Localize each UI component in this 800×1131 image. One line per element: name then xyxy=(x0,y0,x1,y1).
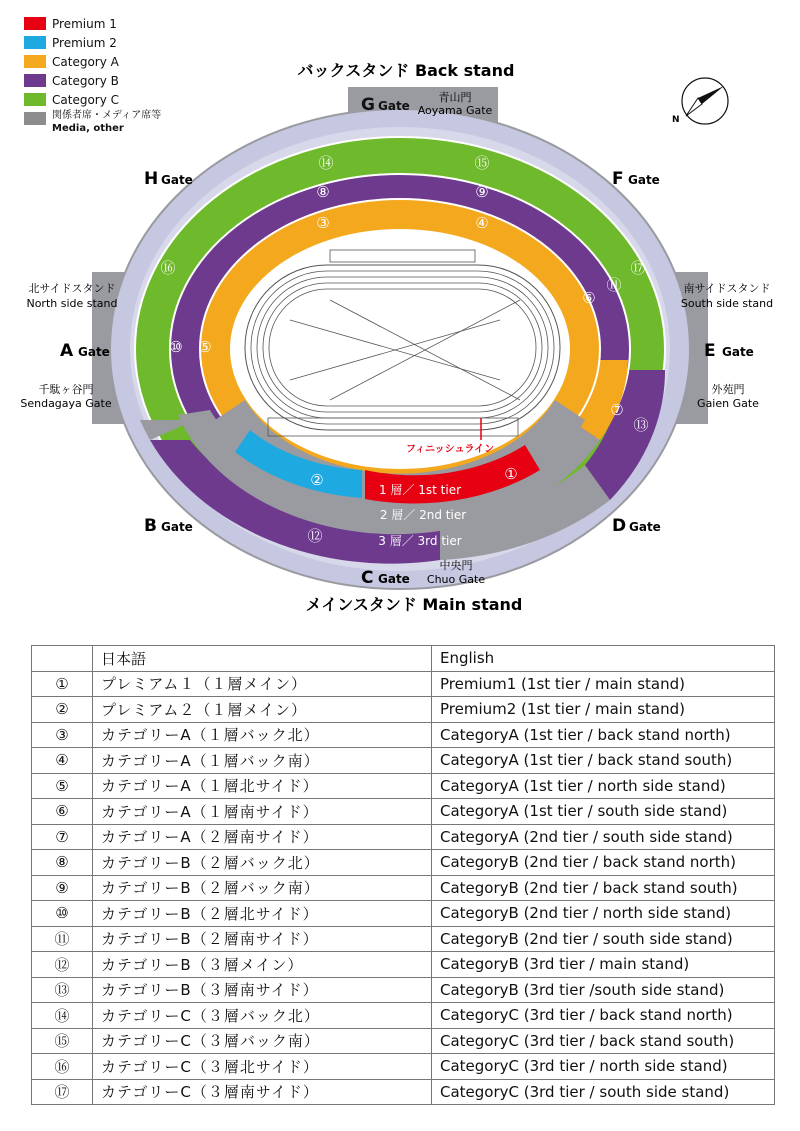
legend-item xyxy=(24,52,161,71)
gate-d-word: Gate xyxy=(629,520,661,534)
gate-a-name-en: Sendagaya Gate xyxy=(20,397,112,410)
section-label-9: ⑨ xyxy=(475,183,489,201)
row-japanese: カテゴリーA（２層南サイド） xyxy=(93,824,432,850)
row-number: ⑯ xyxy=(32,1054,93,1080)
gate-e-name-ja: 外苑門 xyxy=(711,383,745,396)
table-row xyxy=(32,671,775,697)
gate-a-word: Gate xyxy=(78,345,110,359)
row-number: ③ xyxy=(32,722,93,748)
row-english: Premium2 (1st tier / main stand) xyxy=(432,697,775,723)
gate-e-name-en: Gaien Gate xyxy=(697,397,759,410)
row-number: ⑤ xyxy=(32,773,93,799)
legend-label: Premium 1 xyxy=(52,16,117,31)
section-label-1: ① xyxy=(504,465,518,483)
legend-item xyxy=(24,90,161,109)
tier-3-label: 3 層／ 3rd tier xyxy=(378,534,462,548)
row-english: CategoryA (1st tier / back stand south) xyxy=(432,748,775,774)
section-label-11: ⑪ xyxy=(606,276,622,294)
south-stand-en: South side stand xyxy=(680,297,774,310)
row-number: ① xyxy=(32,671,93,697)
gate-h xyxy=(144,169,193,189)
section-label-5: ⑤ xyxy=(198,338,212,356)
gate-a-letter: A xyxy=(60,341,74,361)
table-row xyxy=(32,1028,775,1054)
row-number: ⑩ xyxy=(32,901,93,927)
legend-label: Category C xyxy=(52,92,120,107)
legend xyxy=(24,14,161,139)
gate-c-name-ja: 中央門 xyxy=(439,559,473,572)
row-japanese: カテゴリーA（１層バック北） xyxy=(93,722,432,748)
legend-label: Category B xyxy=(52,73,119,88)
compass-icon xyxy=(672,78,728,125)
section-label-17: ⑰ xyxy=(630,259,646,277)
gate-b-letter: B xyxy=(144,516,157,536)
finish-line-label: フィニッシュライン xyxy=(405,444,495,455)
section-label-15: ⑮ xyxy=(474,154,490,172)
gate-c-name-en: Chuo Gate xyxy=(426,573,486,586)
tier-1-label: 1 層／ 1st tier xyxy=(378,483,462,497)
row-number: ⑮ xyxy=(32,1028,93,1054)
gate-d xyxy=(612,516,661,536)
row-japanese: カテゴリーB（２層バック北） xyxy=(93,850,432,876)
table-row xyxy=(32,875,775,901)
legend-item-media xyxy=(24,109,161,139)
legend-swatch-media xyxy=(24,112,46,125)
table-header-english: English xyxy=(432,646,775,672)
row-english: Premium1 (1st tier / main stand) xyxy=(432,671,775,697)
section-label-12: ⑫ xyxy=(307,527,323,545)
table-row xyxy=(32,952,775,978)
gate-g-name-ja: 青山門 xyxy=(438,91,472,104)
row-japanese: プレミアム２（１層メイン） xyxy=(93,697,432,723)
gate-a-name-ja: 千駄ヶ谷門 xyxy=(38,383,94,396)
row-number: ⑬ xyxy=(32,977,93,1003)
row-english: CategoryB (2nd tier / back stand north) xyxy=(432,850,775,876)
gate-f-word: Gate xyxy=(628,173,660,187)
row-number: ⑫ xyxy=(32,952,93,978)
legend-swatch-category-b xyxy=(24,74,46,87)
back-stand-title: バックスタンド Back stand xyxy=(297,61,515,80)
row-japanese: カテゴリーA（１層バック南） xyxy=(93,748,432,774)
row-japanese: カテゴリーB（２層南サイド） xyxy=(93,926,432,952)
table-row xyxy=(32,1003,775,1029)
row-number: ⑥ xyxy=(32,799,93,825)
row-japanese: カテゴリーC（３層北サイド） xyxy=(93,1054,432,1080)
row-number: ② xyxy=(32,697,93,723)
table-row xyxy=(32,926,775,952)
table-row xyxy=(32,697,775,723)
gate-e-letter: E xyxy=(704,341,716,361)
row-number: ⑧ xyxy=(32,850,93,876)
gate-g-letter: G xyxy=(361,95,375,115)
main-stand-title: メインスタンド Main stand xyxy=(305,595,523,614)
legend-media-label-en: Media, other xyxy=(52,123,124,134)
section-label-8: ⑧ xyxy=(316,183,330,201)
row-english: CategoryC (3rd tier / back stand south) xyxy=(432,1028,775,1054)
table-header-number xyxy=(32,646,93,672)
legend-swatch-category-c xyxy=(24,93,46,106)
row-english: CategoryC (3rd tier / south side stand) xyxy=(432,1079,775,1105)
row-english: CategoryB (2nd tier / north side stand) xyxy=(432,901,775,927)
south-stand-ja: 南サイドスタンド xyxy=(683,282,771,295)
section-label-14: ⑭ xyxy=(318,154,334,172)
tier-2-label: 2 層／ 2nd tier xyxy=(379,508,467,522)
north-stand-en: North side stand xyxy=(26,297,118,310)
gate-h-word: Gate xyxy=(161,173,193,187)
row-japanese: プレミアム１（１層メイン） xyxy=(93,671,432,697)
gate-h-letter: H xyxy=(144,169,159,189)
section-label-3: ③ xyxy=(316,214,330,232)
row-number: ④ xyxy=(32,748,93,774)
row-english: CategoryA (1st tier / north side stand) xyxy=(432,773,775,799)
table-row xyxy=(32,799,775,825)
section-label-2: ② xyxy=(310,471,324,489)
legend-label: Premium 2 xyxy=(52,35,117,50)
gate-c-word: Gate xyxy=(378,572,410,586)
row-japanese: カテゴリーA（１層北サイド） xyxy=(93,773,432,799)
row-english: CategoryC (3rd tier / back stand north) xyxy=(432,1003,775,1029)
row-english: CategoryC (3rd tier / north side stand) xyxy=(432,1054,775,1080)
section-label-16: ⑯ xyxy=(160,259,176,277)
row-japanese: カテゴリーC（３層南サイド） xyxy=(93,1079,432,1105)
gate-g-name-en: Aoyama Gate xyxy=(417,104,493,117)
legend-swatch-premium-2 xyxy=(24,36,46,49)
legend-item xyxy=(24,33,161,52)
table-header-row xyxy=(32,646,775,672)
row-english: CategoryB (2nd tier / back stand south) xyxy=(432,875,775,901)
table-row xyxy=(32,1079,775,1105)
table-row xyxy=(32,901,775,927)
row-number: ⑦ xyxy=(32,824,93,850)
legend-item xyxy=(24,14,161,33)
section-label-13: ⑬ xyxy=(633,416,649,434)
north-stand-ja: 北サイドスタンド xyxy=(28,282,116,295)
table-row xyxy=(32,1054,775,1080)
legend-swatch-premium-1 xyxy=(24,17,46,30)
table-row xyxy=(32,722,775,748)
gate-c-letter: C xyxy=(361,568,374,588)
section-label-7: ⑦ xyxy=(610,401,624,419)
section-label-6: ⑥ xyxy=(582,289,596,307)
row-english: CategoryB (3rd tier /south side stand) xyxy=(432,977,775,1003)
row-english: CategoryB (2nd tier / south side stand) xyxy=(432,926,775,952)
row-english: CategoryA (2nd tier / south side stand) xyxy=(432,824,775,850)
row-japanese: カテゴリーC（３層バック南） xyxy=(93,1028,432,1054)
legend-swatch-category-a xyxy=(24,55,46,68)
row-english: CategoryA (1st tier / south side stand) xyxy=(432,799,775,825)
seat-category-table xyxy=(31,645,775,1105)
row-number: ⑨ xyxy=(32,875,93,901)
row-japanese: カテゴリーB（３層南サイド） xyxy=(93,977,432,1003)
legend-label: Category A xyxy=(52,54,119,69)
gate-b-word: Gate xyxy=(161,520,193,534)
row-japanese: カテゴリーC（３層バック北） xyxy=(93,1003,432,1029)
row-japanese: カテゴリーB（２層北サイド） xyxy=(93,901,432,927)
section-label-10: ⑩ xyxy=(169,338,183,356)
section-label-4: ④ xyxy=(475,214,489,232)
gate-e-word: Gate xyxy=(722,345,754,359)
table-row xyxy=(32,850,775,876)
legend-item xyxy=(24,71,161,90)
row-japanese: カテゴリーA（１層南サイド） xyxy=(93,799,432,825)
row-number: ⑪ xyxy=(32,926,93,952)
row-japanese: カテゴリーB（３層メイン） xyxy=(93,952,432,978)
table-row xyxy=(32,748,775,774)
table-row xyxy=(32,824,775,850)
compass-north-label: N xyxy=(672,115,680,125)
gate-f-letter: F xyxy=(612,169,624,189)
table-header-japanese: 日本語 xyxy=(93,646,432,672)
row-english: CategoryA (1st tier / back stand north) xyxy=(432,722,775,748)
legend-media-label-ja: 関係者席・メディア席等 xyxy=(52,110,162,121)
gate-f xyxy=(612,169,660,189)
row-japanese: カテゴリーB（２層バック南） xyxy=(93,875,432,901)
gate-b xyxy=(144,516,193,536)
row-number: ⑰ xyxy=(32,1079,93,1105)
table-row xyxy=(32,977,775,1003)
gate-g-word: Gate xyxy=(378,99,410,113)
row-english: CategoryB (3rd tier / main stand) xyxy=(432,952,775,978)
table-row xyxy=(32,773,775,799)
gate-d-letter: D xyxy=(612,516,627,536)
row-number: ⑭ xyxy=(32,1003,93,1029)
